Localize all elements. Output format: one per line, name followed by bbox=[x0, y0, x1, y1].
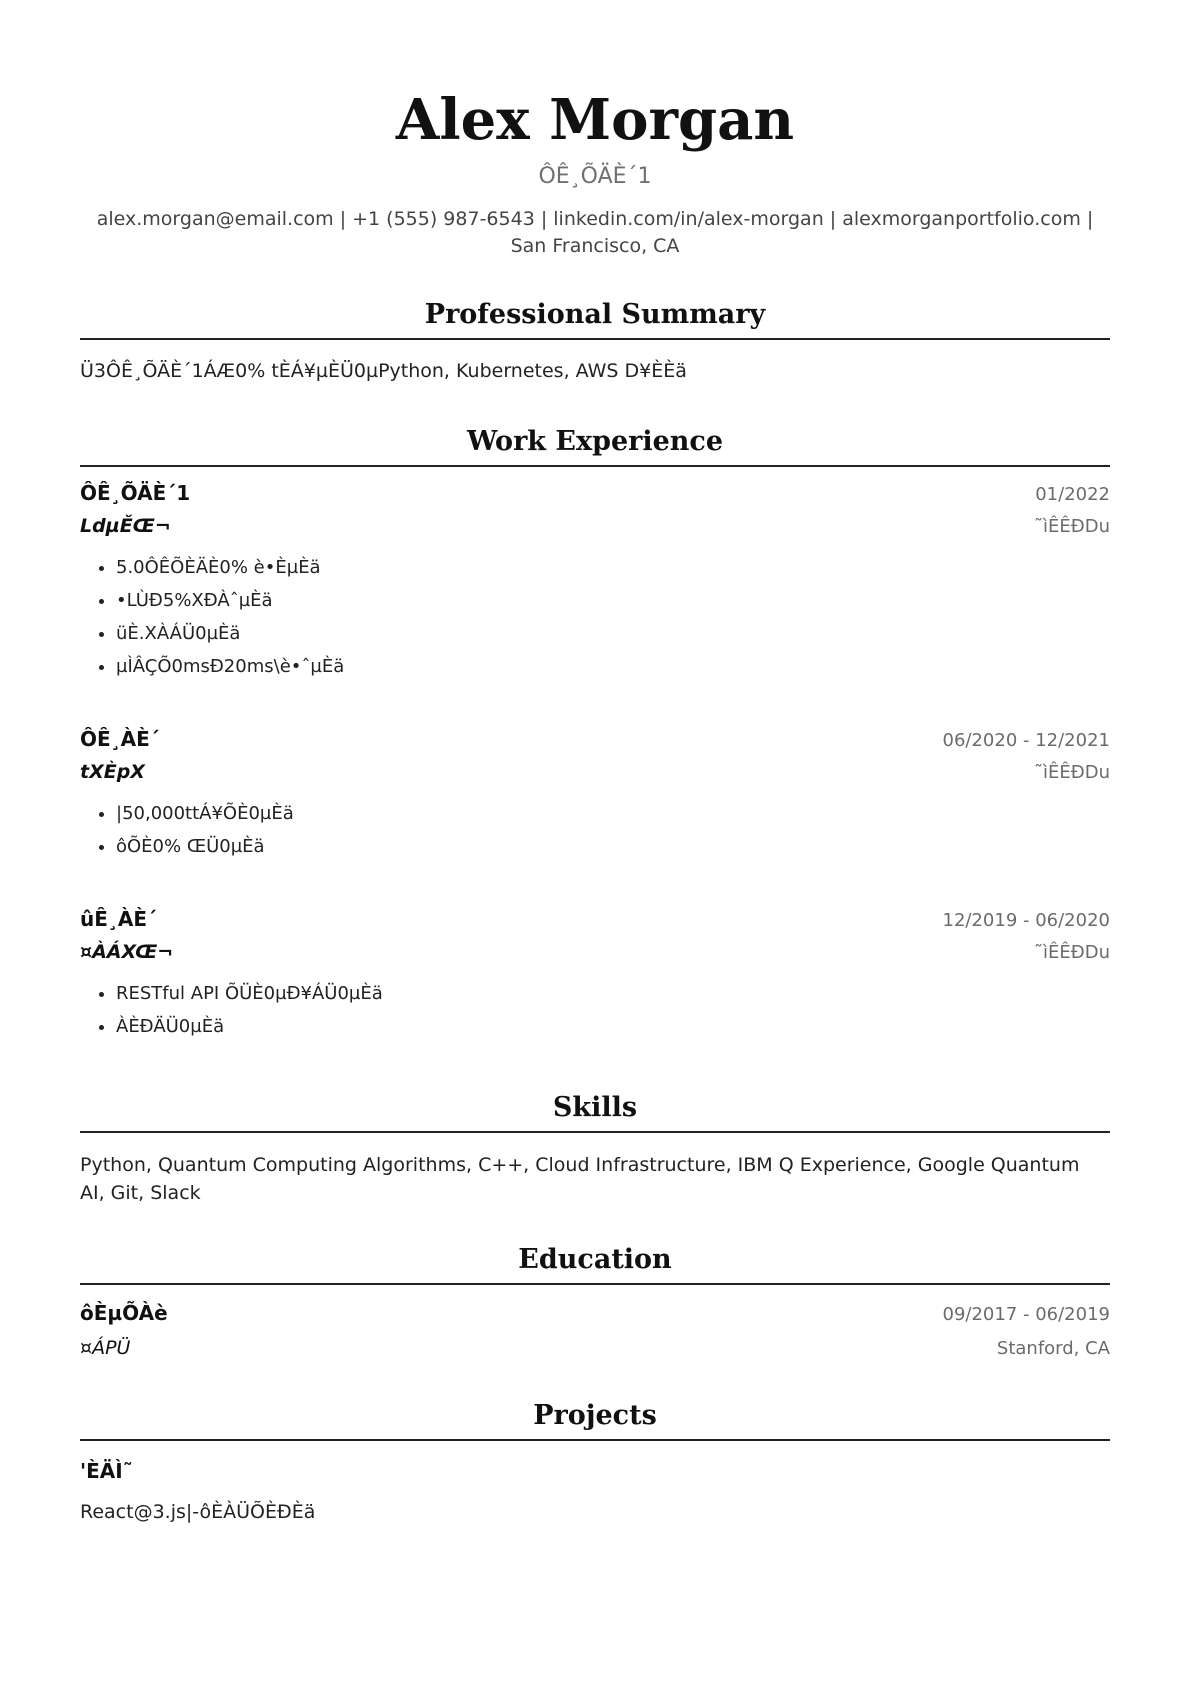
list-item: • RESTful API ÕÜÈ0µÐ¥ÁÜ0µÈä bbox=[116, 977, 1110, 1010]
job-company: LdµĚŒ¬ bbox=[80, 515, 171, 537]
education-location: Stanford, CA bbox=[996, 1338, 1110, 1359]
list-item: • µÌÂÇÕ0msÐ20ms\è•ˆµÈä bbox=[116, 650, 1110, 683]
list-item: • ôÕÈ0% ŒÜ0µÈä bbox=[116, 830, 1110, 863]
school-name: ôÈµÕÀè bbox=[80, 1301, 168, 1325]
project-description: React@3.js|-ôÈÀÜÕÈÐÈä bbox=[80, 1501, 316, 1523]
list-item: • üÈ.XÀÁÜ0µÈä bbox=[116, 617, 1110, 650]
list-item: • •LÙÐ5%XÐÀˆµÈä bbox=[116, 584, 1110, 617]
candidate-name: Alex Morgan bbox=[395, 87, 795, 153]
job-bullets bbox=[80, 977, 1110, 1043]
job-company: ¤ÀÁXŒ¬ bbox=[80, 941, 174, 963]
job-location: ˜ìÊÊÐDu bbox=[1034, 516, 1110, 537]
list-item: • ÀÈÐÄÜ0µÈä bbox=[116, 1010, 1110, 1043]
project-name: 'ÈÄÌ˜ bbox=[80, 1459, 133, 1483]
section-title-experience: Work Experience bbox=[80, 425, 1110, 467]
education-entry bbox=[80, 1301, 1110, 1359]
job-bullets bbox=[80, 551, 1110, 683]
job-bullets bbox=[80, 797, 1110, 863]
project-entry bbox=[80, 1459, 1110, 1523]
skills-text: Python, Quantum Computing Algorithms, C++, Cloud Infrastructure, IBM Q Experience, Google Quantum AI, Git, Slack bbox=[80, 1154, 1080, 1204]
job-title: ÔÊ¸ÕÄÈ´1 bbox=[80, 481, 191, 505]
job-company: tXÈpX bbox=[80, 761, 145, 783]
job-location: ˜ìÊÊÐDu bbox=[1034, 942, 1110, 963]
candidate-headline: ÔÊ¸ÕÄÈ´1 bbox=[538, 164, 652, 189]
job-date: 12/2019 - 06/2020 bbox=[942, 910, 1110, 931]
section-title-education: Education bbox=[80, 1243, 1110, 1285]
list-item: • 5.0ÔÊÕÈÄÈ0% è•ÈµÈä bbox=[116, 551, 1110, 584]
list-item: • |50,000ttÁ¥ÕÈ0µÈä bbox=[116, 797, 1110, 830]
section-title-summary: Professional Summary bbox=[80, 298, 1110, 340]
job-entry bbox=[80, 481, 1110, 683]
job-title: ûÊ¸ÀÈ´ bbox=[80, 907, 158, 931]
job-location: ˜ìÊÊÐDu bbox=[1034, 762, 1110, 783]
job-date: 01/2022 bbox=[1035, 484, 1110, 505]
job-entry bbox=[80, 907, 1110, 1043]
job-title: ÔÊ¸ÀÈ´ bbox=[80, 727, 160, 751]
job-date: 06/2020 - 12/2021 bbox=[942, 730, 1110, 751]
section-title-skills: Skills bbox=[80, 1091, 1110, 1133]
job-entry bbox=[80, 727, 1110, 863]
summary-text: Ü3ÔÊ¸ÕÄÈ´1ÁÆ0% tÈÁ¥µÈÜ0µPython, Kubernetes, AWS D¥ÈÈä bbox=[80, 360, 687, 382]
education-date: 09/2017 - 06/2019 bbox=[942, 1304, 1110, 1325]
degree-name: ¤ÁPÜ bbox=[80, 1337, 131, 1359]
contact-line: alex.morgan@email.com | +1 (555) 987-6543 | linkedin.com/in/alex-morgan | alexmorganportfolio.com | San Francisco, CA bbox=[96, 208, 1094, 257]
section-title-projects: Projects bbox=[80, 1399, 1110, 1441]
